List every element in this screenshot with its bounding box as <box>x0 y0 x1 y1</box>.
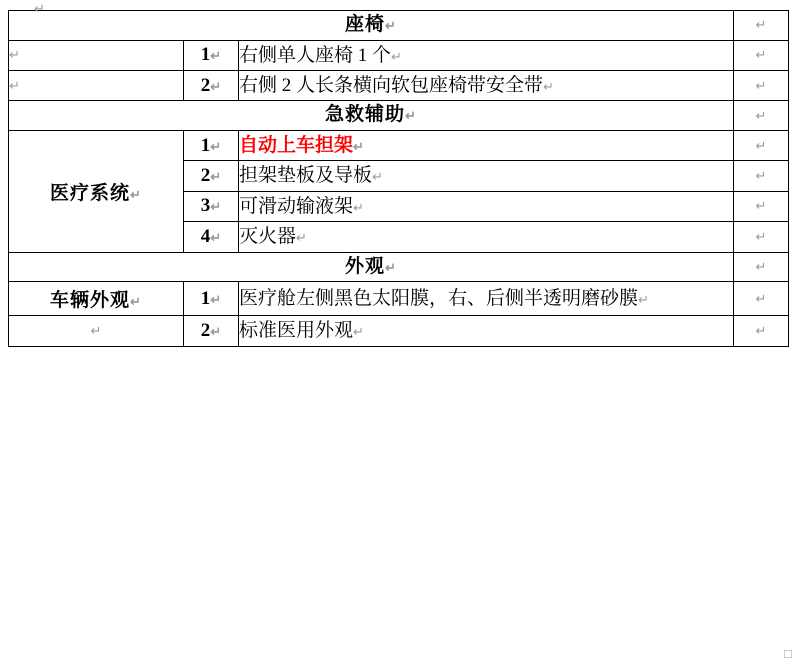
row-number-cell: 2↵ <box>184 316 239 346</box>
row-label-text: 车辆外观 <box>50 290 131 312</box>
row-text-cell: 灭火器↵ <box>239 222 734 252</box>
row-text-cell: 标准医用外观↵ <box>239 316 734 346</box>
document-end-mark: □ <box>784 646 792 661</box>
row-number: 1 <box>200 134 211 156</box>
table-section-header-row <box>9 11 789 41</box>
section-title-mark: ↵ <box>385 18 397 33</box>
row-text: 自动上车担架 <box>239 134 354 156</box>
row-number: 2 <box>200 165 211 187</box>
row-text-cell: 可滑动输液架↵ <box>239 191 734 221</box>
table-row <box>9 130 789 160</box>
row-label-cell: ↵ <box>9 316 184 346</box>
row-text: 右侧单人座椅 1 个 <box>239 44 392 66</box>
row-text-cell: 担架垫板及导板↵ <box>239 161 734 191</box>
row-mark-cell: ↵ <box>734 40 789 70</box>
table-section-header-row <box>9 252 789 282</box>
row-number: 3 <box>200 195 211 217</box>
row-label-cell: 车辆外观↵ <box>9 282 184 316</box>
row-number-cell: 1↵ <box>184 130 239 160</box>
row-mark-cell: ↵ <box>734 191 789 221</box>
row-text: 灭火器 <box>239 226 297 248</box>
row-number: 1 <box>200 287 211 309</box>
row-mark-cell: ↵ <box>734 222 789 252</box>
row-number: 2 <box>200 320 211 342</box>
table-row <box>9 70 789 100</box>
table-row <box>9 316 789 346</box>
section-title-cell <box>9 101 734 131</box>
row-text: 担架垫板及导板 <box>239 165 373 187</box>
row-number: 2 <box>200 74 211 96</box>
row-number: 1 <box>200 44 211 66</box>
section-title-cell <box>9 11 734 41</box>
row-number-cell: 2↵ <box>184 161 239 191</box>
table-section-header-row <box>9 101 789 131</box>
row-mark-cell: ↵ <box>734 282 789 316</box>
row-label-cell: 医疗系统↵ <box>9 130 184 252</box>
row-text: 标准医用外观 <box>239 320 354 342</box>
section-title-mark: ↵ <box>385 259 397 275</box>
section-title-text: 座椅 <box>345 14 386 35</box>
row-mark-cell: ↵ <box>734 161 789 191</box>
section-title-text: 外观 <box>345 255 386 277</box>
top-paragraph-mark: ↵ <box>34 1 45 16</box>
row-number-cell: 2↵ <box>184 70 239 100</box>
row-number-cell: 1↵ <box>184 282 239 316</box>
row-label-cell: ↵ <box>9 70 184 100</box>
section-title-cell <box>9 252 734 282</box>
section-title-text: 急救辅助 <box>325 104 406 126</box>
row-text-cell: 自动上车担架↵ <box>239 130 734 160</box>
row-label-cell: ↵ <box>9 40 184 70</box>
row-text: 右侧 2 人长条横向软包座椅带安全带 <box>239 74 544 96</box>
row-label-text: 医疗系统 <box>50 182 131 204</box>
specification-table <box>8 10 789 347</box>
row-number-cell: 4↵ <box>184 222 239 252</box>
section-title-mark: ↵ <box>405 108 417 124</box>
row-number-cell: 3↵ <box>184 191 239 221</box>
table-row <box>9 40 789 70</box>
row-text: 医疗舱左侧黑色太阳膜，右、后侧半透明磨砂膜 <box>239 288 639 310</box>
table-row <box>9 282 789 316</box>
row-text: 可滑动输液架 <box>239 195 354 217</box>
row-number: 4 <box>200 225 211 247</box>
section-row-mark-cell: ↵ <box>734 252 789 282</box>
row-mark-cell: ↵ <box>734 316 789 346</box>
row-text-cell: 右侧单人座椅 1 个↵ <box>239 40 734 70</box>
section-row-mark-cell: ↵ <box>734 11 789 41</box>
section-row-mark-cell: ↵ <box>734 101 789 131</box>
row-mark-cell: ↵ <box>734 130 789 160</box>
row-mark-cell: ↵ <box>734 70 789 100</box>
row-text-cell: 右侧 2 人长条横向软包座椅带安全带↵ <box>239 70 734 100</box>
row-text-cell: 医疗舱左侧黑色太阳膜，右、后侧半透明磨砂膜↵ <box>239 282 734 316</box>
row-number-cell: 1↵ <box>184 40 239 70</box>
